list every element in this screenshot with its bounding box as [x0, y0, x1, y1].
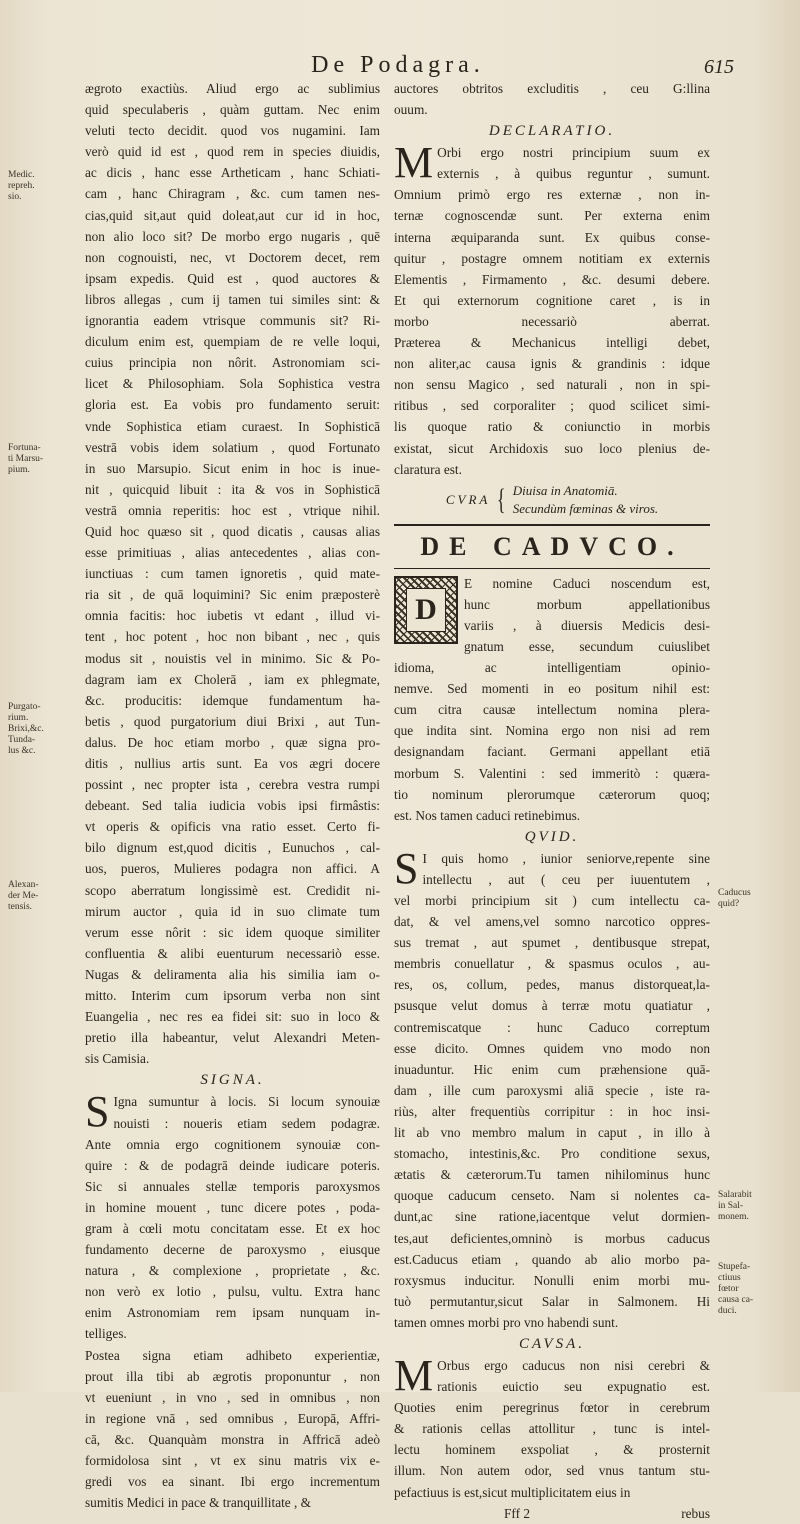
- text-line: omnia facitis: hoc iubetis vt edant , illud vi-: [85, 608, 380, 624]
- text-line: ritibus , sed corporaliter ; quod scilicet simi-: [394, 398, 710, 414]
- margin-note-line: quid?: [718, 899, 740, 909]
- text-line: debeant. Sed talia iudicia vobis ipsi firmâstis:: [85, 798, 380, 814]
- text-line: gloria est. Ea vobis pro fundamento seruit:: [85, 397, 380, 413]
- text-line: morbo necessariò aberrat.: [394, 313, 710, 329]
- text-line: vestrā omnia reperitis: hoc est , vtrique nihil.: [85, 502, 380, 518]
- text-line: Quid hoc quæso sit , quod dicatis , causas alias: [85, 523, 380, 539]
- text-line: gram à cœli motu concitatam esse. Et ex hoc: [85, 1220, 380, 1236]
- margin-note-line: ti Marsu-: [8, 454, 44, 464]
- text-line: mirum auctor , quia id in suo climate tum: [85, 903, 380, 919]
- text-line: & rationis cellas attollitur , tunc is intel-: [394, 1421, 710, 1437]
- text-line: rationis euictio seu expugnatio est.: [437, 1379, 710, 1395]
- text-line: nouisti : noueris etiam sedem podagræ.: [113, 1115, 380, 1131]
- text-line: vnde Sophistica etiam curaest. In Sophisticā: [85, 418, 380, 434]
- section-rule-thin: [394, 568, 710, 569]
- margin-note-line: repreh.: [8, 181, 35, 191]
- text-line: externis , à quibus reguntur , sumunt.: [437, 166, 710, 182]
- text-line: hunc morbum appellationibus: [464, 596, 710, 612]
- text-line: enim Astronomiam rem ipsam nunquam in-: [85, 1305, 380, 1321]
- margin-note-right: [718, 1262, 778, 1317]
- text-line: possint , nec propter ista , cerebra vestra rumpi: [85, 777, 380, 793]
- causa-dropcap: M: [394, 1350, 434, 1400]
- text-line: gnatum esse, secundum cuiuslibet: [464, 638, 710, 654]
- text-line: res, os, collum, pedes, manus distorqueat,la-: [394, 977, 710, 993]
- text-line: lectu hominem exspoliat , & prosternit: [394, 1442, 710, 1458]
- margin-note-line: Medic.: [8, 170, 35, 180]
- causa-section: [394, 1350, 710, 1503]
- text-line: uos, pueros, Mulieres podagra non affici. A: [85, 861, 380, 877]
- text-line: E nomine Caduci noscendum est,: [464, 575, 710, 591]
- text-line: ætatis & cæterorum.Tu tamen nihilominus hunc: [394, 1167, 710, 1183]
- text-line: verum esse nôrit : sic idem quoque similiter: [85, 924, 380, 940]
- text-line: Omnium primò ergo res externæ , non in-: [394, 187, 710, 203]
- text-line: cā, &c. Quanquàm monstra in Affricā adeò: [85, 1431, 380, 1447]
- text-line: auctores obtritos excluditis , ceu G:llina: [394, 81, 710, 96]
- cura-label: CVRA: [445, 491, 491, 507]
- right-intro: [394, 78, 710, 120]
- text-line: membris conuellatur , & spasmus oculos , au-: [394, 956, 710, 972]
- causa-body: [394, 1350, 710, 1503]
- text-line: Sic si annuales stellæ temporis paroxysmos: [85, 1178, 380, 1194]
- margin-note-line: causa ca-: [718, 1295, 754, 1305]
- margin-note-line: rium.: [8, 713, 29, 723]
- left-column: [85, 78, 380, 1513]
- text-line: roxysmus inducitur. Nonulli enim morbi mu-: [394, 1272, 710, 1288]
- text-line: betis , quod purgatorium diui Brixi , aut Tun-: [85, 713, 380, 729]
- margin-note-left: [8, 170, 58, 203]
- text-line: bilo dignum est,quod dicitis , Eunuchos , cal-: [85, 840, 380, 856]
- text-line: telliges.: [85, 1326, 127, 1342]
- text-line: I quis homo , iunior seniorve,repente sine: [422, 850, 710, 866]
- text-line: Orbi ergo nostri principium suum ex: [437, 145, 710, 161]
- text-line: intellectu , aut ( ceu per iuuentutem ,: [422, 871, 710, 887]
- margin-note-left: [8, 702, 58, 757]
- text-line: verò quid id est , quod rem in species diuidis,: [85, 144, 380, 160]
- margin-note-line: Tunda-: [8, 735, 36, 745]
- margin-note-line: Salarabit: [718, 1190, 752, 1200]
- text-line: existat, sicut Archidoxis suo loco plenius de-: [394, 440, 710, 456]
- text-line: diculum enim est, quempiam de re velle loqui,: [85, 334, 380, 350]
- text-line: sus tremat , aut spumet , dentibusque strepat,: [394, 935, 710, 951]
- page-footer: [394, 1503, 710, 1524]
- text-line: confluentia & alibi euenturum necessariò esse.: [85, 945, 380, 961]
- text-line: cum citra causæ intellectum nomina plera-: [394, 702, 710, 718]
- text-line: idioma, ac intelligentiam opinio-: [394, 660, 710, 676]
- text-line: in suo Marsupio. Sicut enim in hoc is inue-: [85, 460, 380, 476]
- text-line: nit , quicquid libuit : ita & vos in Sophisticā: [85, 481, 380, 497]
- text-line: vel morbi principium sit ) cum intellectu ca-: [394, 893, 710, 908]
- text-line: libros allegas , cum ij tamen tui similes sint: &: [85, 291, 380, 307]
- text-line: interna æquiparanda sunt. Ex quibus conse-: [394, 229, 710, 245]
- causa-heading: CAVSA.: [519, 1335, 585, 1352]
- declaratio-section: [394, 138, 710, 480]
- text-line: cias,quid sit,aut quid doleat,aut cur id in hoc,: [85, 207, 380, 223]
- text-line: inuaduntur. Hic enim cum præhensione quā-: [394, 1061, 710, 1077]
- text-line: non aliter,ac causa ignis & grandinis : idque: [394, 356, 710, 372]
- section-rule: [394, 524, 710, 526]
- text-line: illum. Non autem odor, sed vnus tantum stu-: [394, 1463, 710, 1479]
- text-line: ria sit , de quā loquimini? Sic enim præposterè: [85, 587, 380, 603]
- text-line: natura , & complexione , proprietate , &c.: [85, 1263, 380, 1279]
- margin-note-right: [718, 888, 778, 910]
- text-line: veluti tecto decidit. quod vos nugamini. Iam: [85, 123, 380, 139]
- signa-heading: SIGNA.: [200, 1072, 265, 1089]
- declaratio-heading: DECLARATIO.: [488, 123, 616, 140]
- text-line: vt operis & opificis vna ratio esset. Certo fi-: [85, 819, 380, 835]
- margin-note-line: fœtor: [718, 1284, 739, 1294]
- text-line: Euangelia , nec res ea fidei sit: suo in loco &: [85, 1009, 380, 1025]
- text-line: est.Caducus etiam , quando ab alio morbo pa-: [394, 1251, 710, 1267]
- text-line: pretio illa habeantur, velut Alexandri Meten-: [85, 1030, 380, 1046]
- text-line: riùs, alter frequentiùs corripitur : in hoc insi-: [394, 1103, 710, 1119]
- declaratio-body: [394, 138, 710, 480]
- text-line: quoque caducum censeto. Nam si nolentes ca-: [394, 1188, 710, 1204]
- margin-note-line: Caducus: [718, 888, 751, 898]
- margin-note-line: Brixi,&c.: [8, 724, 44, 734]
- text-line: tio nominum plerorumque cæterorum quoq;: [394, 786, 710, 802]
- text-line: ac dicis , hanc esse Artheticam , hanc Schiati-: [85, 165, 380, 181]
- text-line: fundamento decerne de paroxysmo , eiusque: [85, 1242, 380, 1258]
- text-line: nemve. Sed momenti in eo positum nihil est:: [394, 681, 710, 697]
- text-line: Nugas & deliramenta alia his similia iam o-: [85, 966, 380, 982]
- margin-note-line: Purgato-: [8, 702, 41, 712]
- text-line: Postea signa etiam adhibeto experientiæ,: [85, 1347, 380, 1363]
- signa-body: [85, 1087, 380, 1513]
- text-line: esse dicito. Omnes quidem vno modo non: [394, 1040, 710, 1056]
- margin-note-left: [8, 880, 58, 913]
- text-line: claratura est.: [394, 461, 462, 477]
- text-line: iunctiuas : cum tamen ignoretis , quid mate-: [85, 566, 380, 582]
- text-line: ternæ cognoscendæ sunt. Per externa enim: [394, 208, 710, 224]
- text-line: in homine mouent , tunc dicere potes , poda-: [85, 1199, 380, 1215]
- text-line: formidolosa sint , vt ex sinu matris vix e-: [85, 1453, 380, 1468]
- text-line: stomacho, intestinis,&c. Pro conditione sexus,: [394, 1146, 710, 1162]
- text-line: in regione vnā , sed omnibus , Europā, Affri-: [85, 1410, 380, 1426]
- signature-mark: Fff 2: [504, 1505, 530, 1521]
- text-line: morbum S. Valentini : sed immeritò : quæra-: [394, 765, 710, 781]
- text-line: Quoties enim peregrinus fœtor in cerebrum: [394, 1400, 710, 1416]
- text-line: que indita sint. Nomina ergo non nisi ad rem: [394, 723, 710, 739]
- text-line: scopo aberratum longissimè est. Credidit ni-: [85, 882, 380, 898]
- cura-items: [513, 482, 658, 518]
- cura-item: Diuisa in Anatomiā.: [512, 482, 618, 498]
- margin-note-line: duci.: [718, 1306, 737, 1316]
- right-column: [394, 78, 710, 1524]
- text-line: pefactiuus is est,sicut multiplicitatem eius in: [394, 1484, 631, 1500]
- ornamental-initial-icon: [394, 576, 458, 644]
- text-line: mitto. Interim cum ipsorum verba non sint: [85, 988, 380, 1004]
- margin-note-line: tensis.: [8, 902, 33, 912]
- margin-note-line: ctiuus: [718, 1273, 741, 1283]
- text-line: Elementis , Firmamento , &c. desumi debere.: [394, 271, 710, 287]
- text-line: Igna sumuntur à locis. Si locum synouiæ: [113, 1094, 380, 1110]
- quid-heading: QVID.: [524, 828, 580, 845]
- text-line: designandam faciant. Germani appellant etiā: [394, 744, 710, 760]
- text-line: modus sit , nouistis vel in minimo. Sic & Po-: [85, 650, 380, 666]
- brace-icon: {: [497, 482, 506, 516]
- margin-note-line: Alexan-: [8, 880, 39, 890]
- declaratio-dropcap: M: [394, 138, 434, 188]
- cadvco-section: [394, 573, 710, 826]
- text-line: Et qui externorum cognitione caret , is in: [394, 292, 710, 308]
- quid-section: [394, 843, 710, 1333]
- text-line: ipsam expedis. Quid est , quod auctores &: [85, 270, 380, 286]
- text-line: dalus. De hoc etiam morbo , quæ signa pro-: [85, 734, 380, 750]
- text-line: lis quoque ratio & coniunctio in morbis: [394, 419, 710, 435]
- text-line: ditis , nullius artis sunt. Ea vos ægri docere: [85, 756, 380, 771]
- text-line: lit ab vno membro malum in caput , in illo à: [394, 1125, 710, 1141]
- text-line: licet & Philosophiam. Sola Sophistica vestra: [85, 376, 380, 392]
- text-line: quitur , postagre omnem notitiam ex externis: [394, 250, 710, 266]
- text-line: est. Nos tamen caduci retinebimus.: [394, 807, 581, 823]
- text-line: variis , à diuersis Medicis desi-: [464, 617, 710, 633]
- text-line: ouum.: [394, 102, 428, 118]
- quid-dropcap: S: [394, 843, 419, 893]
- text-line: ignorantia eadem vtrisque communis sit? Ri-: [85, 313, 380, 329]
- margin-note-line: monem.: [718, 1212, 749, 1222]
- text-line: dunt,ac sine ratione,iacentque velut dormien-: [394, 1209, 710, 1225]
- margin-note-right: [718, 1190, 778, 1223]
- text-line: quid speculaberis , quàm guttam. Nec enim: [85, 102, 380, 118]
- text-line: Ante omnia ergo cognitionem synouiæ con-: [85, 1136, 380, 1152]
- text-line: Orbus ergo caducus non nisi cerebri &: [437, 1357, 710, 1373]
- left-column-body: [85, 78, 380, 1069]
- margin-note-line: Fortuna-: [8, 443, 41, 453]
- text-line: contremiscatque : hunc Caduco correptum: [394, 1019, 710, 1035]
- running-title: De Podagra.: [311, 52, 485, 78]
- margin-note-line: lus &c.: [8, 746, 36, 756]
- cura-item: Secundùm fœminas & viros.: [512, 500, 659, 516]
- text-line: psusque velut domus à terræ motu quatiatur ,: [394, 998, 710, 1014]
- text-line: cuius principia non nôrit. Astronomiam sci-: [85, 355, 380, 371]
- text-line: vestrā vobis idem solatium , quod Fortunato: [85, 439, 380, 455]
- text-line: non alio loco sit? De morbo ergo nugaris , quē: [85, 228, 380, 244]
- margin-note-line: in Sal-: [718, 1201, 744, 1211]
- signa-dropcap: S: [85, 1087, 110, 1137]
- margin-note-line: sio.: [8, 192, 22, 202]
- cura-bracket: [394, 482, 710, 518]
- text-line: tent , hoc potent , hoc non bibant , nec , quis: [85, 629, 380, 645]
- margin-note-line: pium.: [8, 465, 30, 475]
- text-line: esse primitiuas , alias antecedentes , alias con-: [85, 545, 380, 561]
- text-line: prout illa tibi ab ægrotis proponuntur , non: [85, 1368, 380, 1384]
- text-line: Præterea & Mechanicus intelligi debet,: [394, 335, 710, 351]
- text-line: dat, & vel amens,vel somno narcotico oppres-: [394, 914, 710, 930]
- text-line: non cognouisti, nec, vt Doctorem decet, rem: [85, 249, 380, 265]
- text-line: tamen omnes morbi pro vno habendi sunt.: [394, 1314, 619, 1330]
- text-line: cam , hanc Chiragram , &c. cum tamen nes-: [85, 186, 380, 202]
- cadvco-heading: DE CADVCO.: [420, 531, 684, 561]
- margin-note-line: der Me-: [8, 891, 39, 901]
- text-line: dam , ille cum paroxysmi aliā specie , iste ra-: [394, 1082, 710, 1098]
- text-line: gredi vos ea sinant. Ibi ergo incrementum: [85, 1474, 380, 1490]
- signa-section: [85, 1087, 380, 1513]
- text-line: non sensu Magico , sed naturali , non in spi-: [394, 377, 710, 393]
- quid-body: [394, 843, 710, 1333]
- text-line: quire : & de podagrā deinde iudicare poteris.: [85, 1157, 380, 1173]
- page-number: 615: [704, 56, 734, 78]
- text-line: ægroto exactiùs. Aliud ergo ac sublimius: [85, 81, 380, 96]
- text-line: non verò ex lotio , pulsu, vultu. Extra hanc: [85, 1284, 380, 1300]
- ornamental-initial-letter: D: [406, 588, 446, 632]
- catchword: rebus: [681, 1505, 710, 1521]
- text-line: tes,aut deficientes,omninò is morbus caducus: [394, 1230, 710, 1246]
- text-line: vt eueniunt , in vno , sed in omnibus , non: [85, 1389, 380, 1405]
- text-line: sumitis Medici in pace & tranquillitate , &: [85, 1495, 312, 1511]
- text-line: sis Camisia.: [85, 1051, 150, 1067]
- text-line: &c. producitis: idemque fundamentum ha-: [85, 692, 380, 708]
- margin-note-line: Stupefa-: [718, 1262, 751, 1272]
- text-line: tuò permutantur,sicut Salar in Salmonem. Hi: [394, 1293, 710, 1309]
- margin-note-left: [8, 443, 58, 476]
- text-line: dagram iam ex Cholerā , iam ex phlegmate,: [85, 671, 380, 687]
